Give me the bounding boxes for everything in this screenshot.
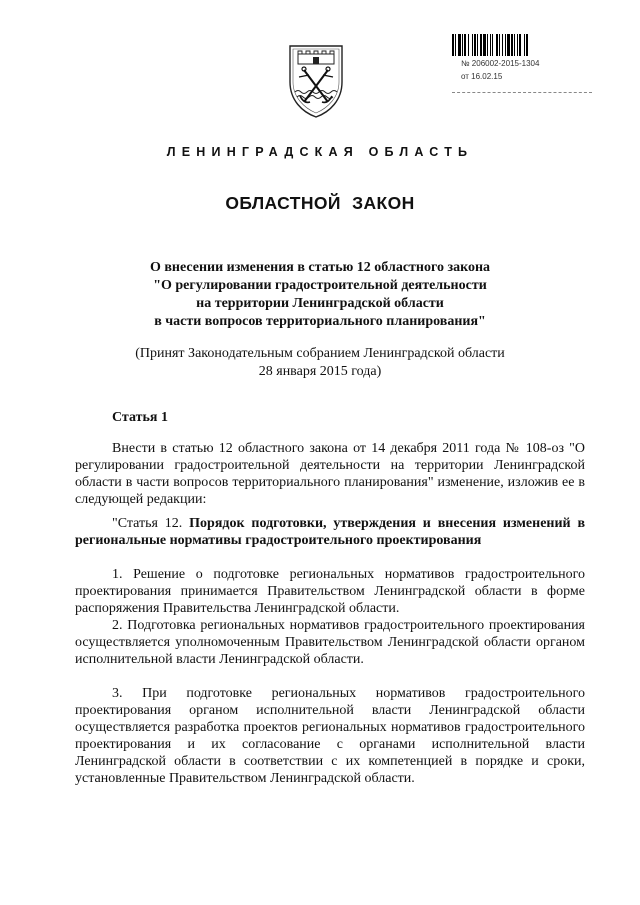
registration-divider — [452, 92, 592, 93]
article-item: 1. Решение о подготовке региональных нормативов градостроительного проектирования принимается Правительством Ленинградской области в форме распоряжения Правительства Ленинградской области. — [75, 567, 585, 616]
article-quoted-title — [75, 515, 585, 549]
registration-date: от 16.02.15 — [461, 72, 503, 81]
quoted-title: Порядок подготовки, утверждения и внесения изменений в региональные нормативы градостроительного проектирования — [75, 516, 586, 548]
barcode — [452, 34, 586, 56]
article-heading: Статья 1 — [112, 410, 168, 425]
quoted-prefix: "Статья 12. — [112, 516, 183, 531]
adoption-line: 28 января 2015 года) — [258, 364, 382, 379]
article-item: 3. При подготовке региональных нормативов градостроительного проектирования органом исполнительной власти Ленинградской области осуществляется разработка проектов региональных нормативов градостроительного проектирования и их согласование с органами исполнительной власти Ленинградской области в соответствии с их компетенцией в порядке и сроки, установленные Правительством Ленинградской области. — [75, 686, 585, 786]
law-title — [0, 259, 640, 331]
article-intro: Внести в статью 12 областного закона от 14 декабря 2011 года № 108-оз "О регулировании градостроительной деятельности на территории Ленинградской области в части вопросов территориального планирования" изменение, изложив ее в следующей редакции: — [75, 441, 585, 507]
document-type: ОБЛАСТНОЙ ЗАКОН — [225, 193, 415, 213]
law-title-line: на территории Ленинградской области — [196, 296, 444, 311]
adoption-line: (Принят Законодательным собранием Ленинградской области — [135, 346, 505, 361]
article-item: 2. Подготовка региональных нормативов градостроительного проектирования осуществляется уполномоченным Правительством Ленинградской области органом исполнительной власти Ленинградской области. — [75, 618, 585, 667]
law-title-line: "О регулировании градостроительной деятельности — [153, 278, 487, 293]
registration-number: № 206002-2015-1304 — [461, 59, 540, 68]
region-heading: ЛЕНИНГРАДСКАЯ ОБЛАСТЬ — [166, 145, 474, 159]
law-title-line: в части вопросов территориального планирования" — [154, 314, 486, 329]
registration-stamp — [461, 57, 539, 83]
coat-of-arms-emblem — [284, 40, 348, 120]
adoption-note — [0, 345, 640, 381]
law-title-line: О внесении изменения в статью 12 областного закона — [149, 260, 491, 275]
